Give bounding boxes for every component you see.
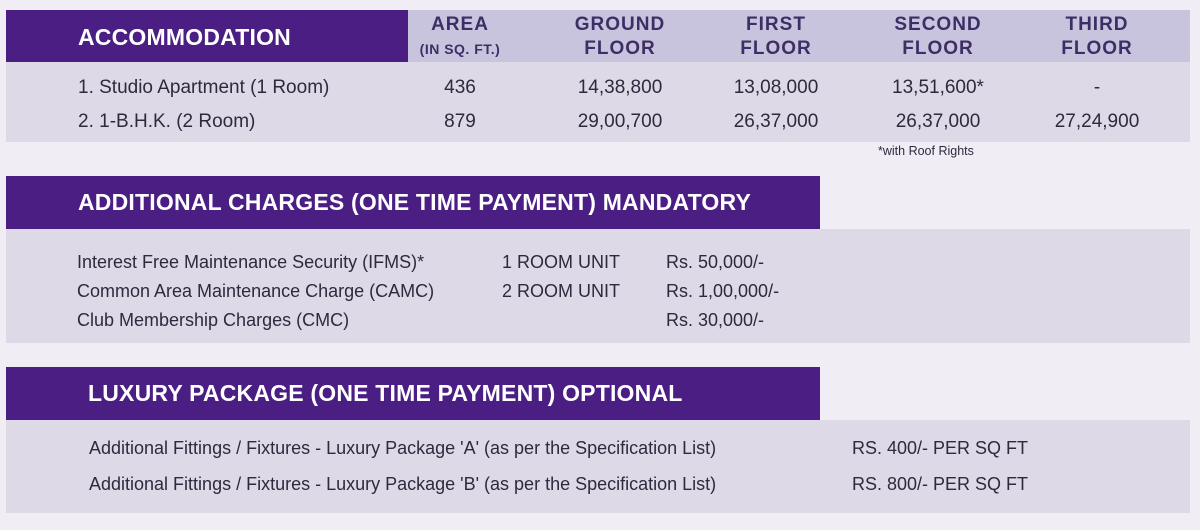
third-floor-price: - (1093, 77, 1101, 98)
unit-name: 2. 1-B.H.K. (2 Room) (78, 111, 256, 132)
first-floor-price: 26,37,000 (733, 111, 819, 132)
charge-amount: Rs. 30,000/- (666, 310, 765, 330)
column-header-first-floor (701, 13, 851, 61)
accommodation-title: ACCOMMODATION (78, 24, 291, 50)
column-header-area (400, 13, 520, 61)
column-header-line2: (IN SQ. FT.) (419, 41, 501, 57)
column-header-line2: FLOOR (584, 38, 656, 59)
area-value: 436 (444, 77, 476, 98)
column-header-line2: FLOOR (1061, 38, 1133, 59)
charge-unit: 2 ROOM UNIT (502, 281, 621, 301)
charge-label: Club Membership Charges (CMC) (77, 310, 350, 330)
charge-amount: Rs. 1,00,000/- (666, 281, 780, 301)
ground-floor-price: 29,00,700 (577, 111, 663, 132)
roof-rights-note: *with Roof Rights (878, 144, 974, 158)
first-floor-price: 13,08,000 (733, 77, 819, 98)
column-header-line1: AREA (431, 14, 489, 35)
charge-label: Common Area Maintenance Charge (CAMC) (77, 281, 435, 301)
charge-unit: 1 ROOM UNIT (502, 252, 621, 272)
column-header-line1: SECOND (894, 14, 982, 35)
column-header-line1: THIRD (1065, 14, 1129, 35)
column-header-line1: GROUND (574, 14, 666, 35)
additional-charges-title: ADDITIONAL CHARGES (ONE TIME PAYMENT) MANDATORY (78, 189, 752, 215)
column-header-line2: FLOOR (902, 38, 974, 59)
column-header-line2: FLOOR (740, 38, 812, 59)
accommodation-header (6, 10, 408, 62)
package-label: Additional Fittings / Fixtures - Luxury Package 'B' (as per the Specification List) (89, 474, 717, 494)
second-floor-price: 13,51,600* (892, 77, 984, 98)
second-floor-price: 26,37,000 (895, 111, 981, 132)
charge-amount: Rs. 50,000/- (666, 252, 765, 272)
package-price: RS. 800/- PER SQ FT (852, 474, 1029, 494)
column-header-third-floor (1022, 13, 1172, 61)
ground-floor-price: 14,38,800 (577, 77, 663, 98)
third-floor-price: 27,24,900 (1054, 111, 1140, 132)
luxury-package-title: LUXURY PACKAGE (ONE TIME PAYMENT) OPTIONAL (88, 380, 683, 406)
column-header-ground-floor (545, 13, 695, 61)
package-label: Additional Fittings / Fixtures - Luxury Package 'A' (as per the Specification List) (89, 438, 717, 458)
luxury-package-header (6, 367, 820, 420)
column-header-line1: FIRST (746, 14, 806, 35)
additional-charges-header (6, 176, 820, 229)
unit-name: 1. Studio Apartment (1 Room) (78, 77, 330, 98)
area-value: 879 (444, 111, 476, 132)
charge-label: Interest Free Maintenance Security (IFMS)* (77, 252, 425, 272)
package-price: RS. 400/- PER SQ FT (852, 438, 1029, 458)
column-header-second-floor (863, 13, 1013, 61)
